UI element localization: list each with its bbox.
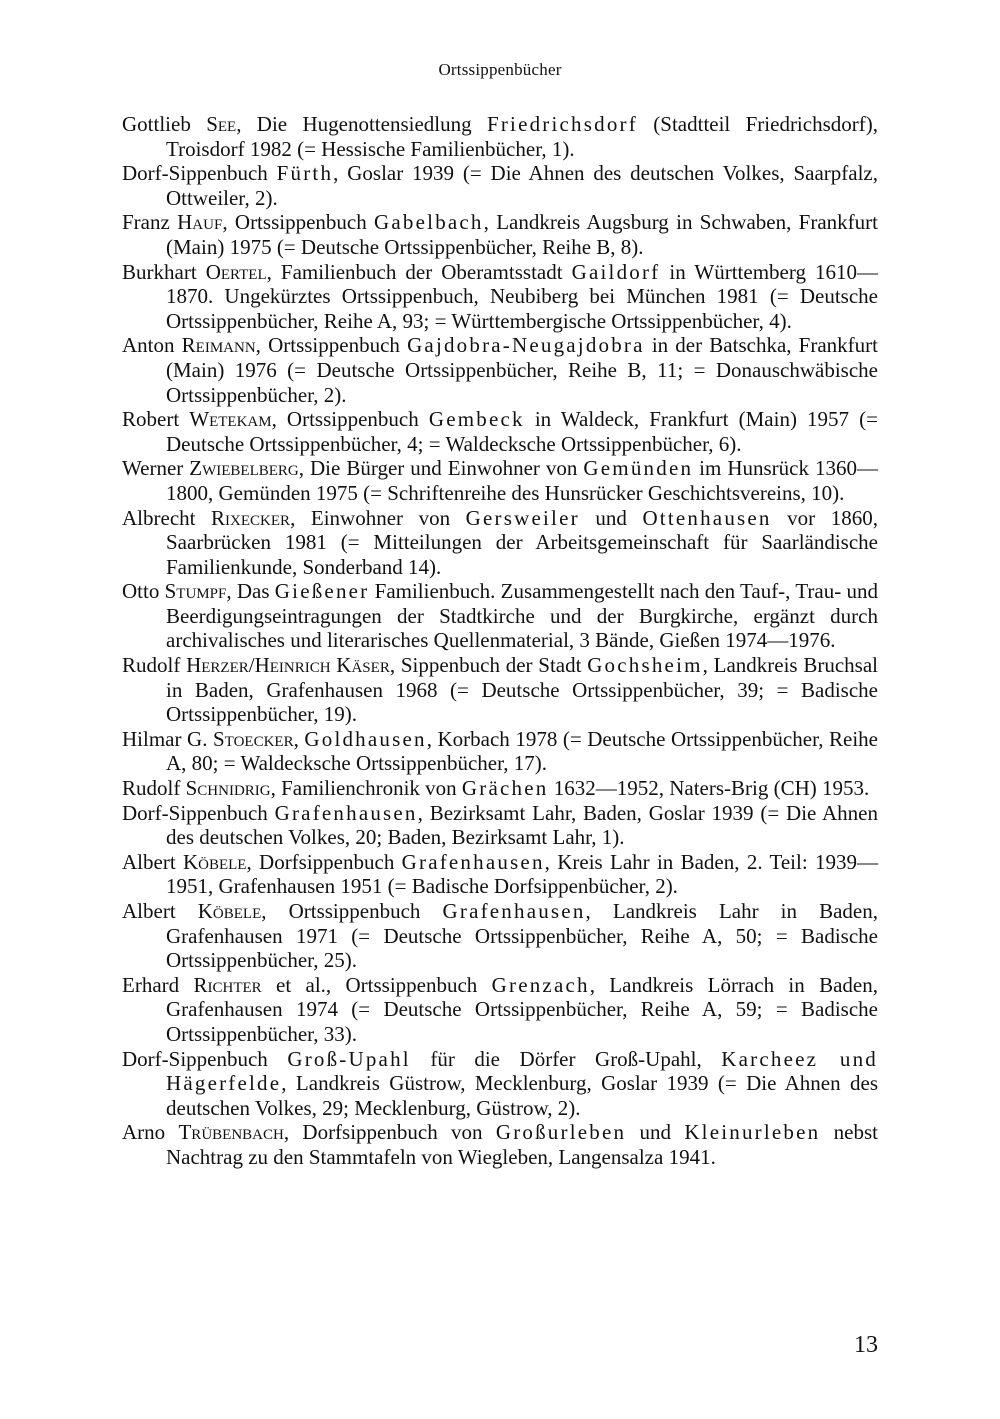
entry-place: Grächen [461,776,549,801]
entry-prefix: Dorf-Sippenbuch [122,800,275,825]
entry-author: Reimann [181,333,256,358]
bibliography-entry [122,973,878,1047]
entry-prefix: Gottlieb [122,112,207,136]
entry-author: Hauf [177,210,223,235]
bibliography-entry [122,333,878,407]
entry-text: , Landkreis Lörrach in Baden, Grafenhausen 1974 (= Deutsche Ortssippenbücher, Reihe A, 59; = Badische Ortssippenbücher, 33). [166,972,878,1046]
entry-author: Rixecker [211,505,291,530]
bibliography-entry [122,1120,878,1169]
running-header: Ortssippenbücher [438,60,562,79]
entry-author: Stumpf [164,579,227,604]
entry-text: , Goslar 1939 (= Die Ahnen des deutschen Volkes, Saarpfalz, Ottweiler, 2). [166,161,878,210]
entry-prefix: Erhard [122,972,194,997]
entry-text: , Bezirksamt Lahr, Baden, Goslar 1939 (= Die Ahnen des deutschen Volkes, 20; Baden, Bezirksamt Lahr, 1). [166,800,878,850]
bibliography-entry [122,260,878,334]
entry-prefix: Franz [122,210,178,235]
bibliography-entry [122,112,878,161]
entry-text: , Das [226,579,275,604]
entry-text: , Sippenbuch der Stadt [389,653,588,678]
entry-place: Kleinurleben [684,1120,821,1145]
entry-place: Friedrichsdorf [486,112,638,136]
bibliography-entry [122,579,878,653]
entry-place: Grafenhausen [401,849,545,874]
entry-place: Gajdobra-Neugajdobra [407,333,645,358]
entry-text: Familienbuch. Zusammengestellt nach den Tauf-, Trau- und Beerdigungseintragungen der Stadtkirche und der Burgkirche, ergänzt durch archivalisches und literarisches Quellenmaterial, 3 Bände, Gießen 1974—1976. [166,579,878,653]
entry-text: , Dorfsippenbuch von [283,1120,496,1145]
entry-text: , Korbach 1978 (= Deutsche Ortssippenbücher, Reihe A, 80; = Waldecksche Ortssippenbücher, 17). [166,726,879,776]
entry-prefix: Anton [122,333,182,358]
entry-text: , Landkreis Güstrow, Mecklenburg, Goslar 1939 (= Die Ahnen des deutschen Volkes, 29; Mecklenburg, Güstrow, 2). [166,1071,878,1120]
entry-author: Zwiebelberg [189,456,299,481]
entry-prefix: Burkhart [122,259,206,284]
entry-text: und [626,1120,685,1145]
bibliography-entry [122,210,878,259]
entry-prefix: Otto [122,579,165,604]
bibliography-entry [122,899,878,973]
entry-text: , Ortssippenbuch [222,210,375,235]
entry-prefix: Robert [122,407,190,432]
entry-prefix: Dorf-Sippenbuch [122,161,277,186]
bibliography-entry [122,776,878,801]
bibliography-entry [122,407,878,456]
entry-place: Ottenhausen [642,505,772,530]
entry-text: , Ortssippenbuch [261,899,443,923]
entry-author: Oertel [205,259,267,284]
entry-place: Gaildorf [571,259,661,284]
entry-author: See [206,112,237,136]
entry-prefix: Dorf-Sippenbuch [122,1046,288,1071]
entry-author: Köbele [197,899,262,923]
entry-text: , Ortssippenbuch [255,333,408,358]
entry-text: , Familienbuch der Oberamtsstadt [266,259,572,284]
entry-place: Gersweiler [465,505,580,530]
entry-prefix: Albrecht [122,505,212,530]
entry-prefix: Albert [122,899,198,923]
entry-prefix: Hilmar G. [122,726,213,751]
entry-text: vor 1860, Saarbrücken 1981 (= Mitteilungen der Arbeitsgemeinschaft für Saarländische Familienkunde, Sonderband 14). [166,505,878,579]
entry-prefix: Rudolf [122,776,186,801]
entry-place: Gabelbach [374,210,484,235]
bibliography-entry [122,801,878,850]
entry-text: im Hunsrück 1360—1800, Gemünden 1975 (= Schriftenreihe des Hunsrücker Geschichtsvereins, 10). [166,456,878,505]
entry-author: Wetekam [189,407,272,432]
entry-text: (Stadtteil Friedrichsdorf), Troisdorf 1982 (= Hessische Familienbücher, 1). [166,112,878,161]
entry-text: in der Batschka, Frankfurt (Main) 1976 (= Deutsche Ortssippenbücher, Reihe B, 11; = Donauschwäbische Ortssippenbücher, 2). [166,333,878,407]
entry-text: , Einwohner von [290,505,466,530]
entry-text: et al., Ortssippenbuch [261,972,492,997]
entry-text: , Landkreis Augsburg in Schwaben, Frankfurt (Main) 1975 (= Deutsche Ortssippenbücher, Reihe B, 8). [166,210,878,259]
entry-text: , Ortssippenbuch [271,407,429,432]
entry-place: Gembeck [428,407,525,432]
bibliography-entry [122,506,878,580]
entry-text: , Dorfsippenbuch [246,849,402,874]
entry-author: Richter [193,972,262,997]
bibliography-entry [122,161,878,210]
entry-text: in Württemberg 1610—1870. Ungekürztes Ortssippenbuch, Neubiberg bei München 1981 (= Deutsche Ortssippenbücher, Reihe A, 93; = Württembergische Ortssippenbücher, 4). [166,259,878,333]
entry-text: in Waldeck, Frankfurt (Main) 1957 (= Deutsche Ortssippenbücher, 4; = Waldecksche Ortssippenbücher, 6). [166,407,878,456]
entry-place: Karcheez und Hägerfelde [166,1046,878,1096]
entry-prefix: Arno [122,1120,179,1145]
entry-text: , Landkreis Bruchsal in Baden, Grafenhausen 1968 (= Deutsche Ortssippenbücher, 39; = Badische Ortssippenbücher, 19). [166,653,878,727]
entry-prefix: Rudolf [122,653,187,678]
bibliography-entry [122,850,878,899]
entry-place: Grenzach [491,972,590,997]
entry-text: nebst Nachtrag zu den Stammtafeln von Wiegleben, Langensalza 1941. [166,1120,878,1169]
entry-prefix: Albert [122,849,183,874]
entry-text: , Die Bürger und Einwohner von [298,456,584,481]
bibliography-entry [122,727,878,776]
entry-author: Stoecker [213,726,294,751]
entry-text: , Die Hugenottensiedlung [236,112,487,136]
entry-text: , Landkreis Lahr in Baden, Grafenhausen 1971 (= Deutsche Ortssippenbücher, Reihe A, 50; = Badische Ortssippenbücher, 25). [166,899,878,973]
entry-place: Grafenhausen [274,800,418,825]
entry-prefix: Werner [122,456,190,481]
entry-place: Groß-Upahl [287,1046,411,1071]
bibliography-entry [122,456,878,505]
entry-text: , Kreis Lahr in Baden, 2. Teil: 1939—1951, Grafenhausen 1951 (= Badische Dorfsippenbücher, 2). [166,849,878,899]
entry-place: Großurleben [495,1120,627,1145]
bibliography-entry [122,653,878,727]
page-number: 13 [854,1332,878,1358]
entry-text: und [579,505,643,530]
entry-author: Köbele [182,849,247,874]
entry-text: , [293,726,305,751]
entry-author: Herzer/Heinrich Käser [186,653,390,678]
entry-text: für die Dörfer Groß-Upahl, [410,1046,722,1071]
entry-place: Gießener [274,579,370,604]
entry-text: , Familienchronik von [270,776,462,801]
entry-place: Fürth [276,161,334,186]
entry-text: 1632—1952, Naters-Brig (CH) 1953. [548,776,870,801]
entry-place: Goldhausen [304,726,427,751]
entry-author: Trübenbach [178,1120,284,1145]
entry-author: Schnidrig [185,776,271,801]
entry-place: Gemünden [583,456,694,481]
bibliography-list [122,112,878,1170]
entry-place: Gochsheim [587,653,703,678]
bibliography-entry [122,1047,878,1121]
entry-place: Grafenhausen [442,899,586,923]
